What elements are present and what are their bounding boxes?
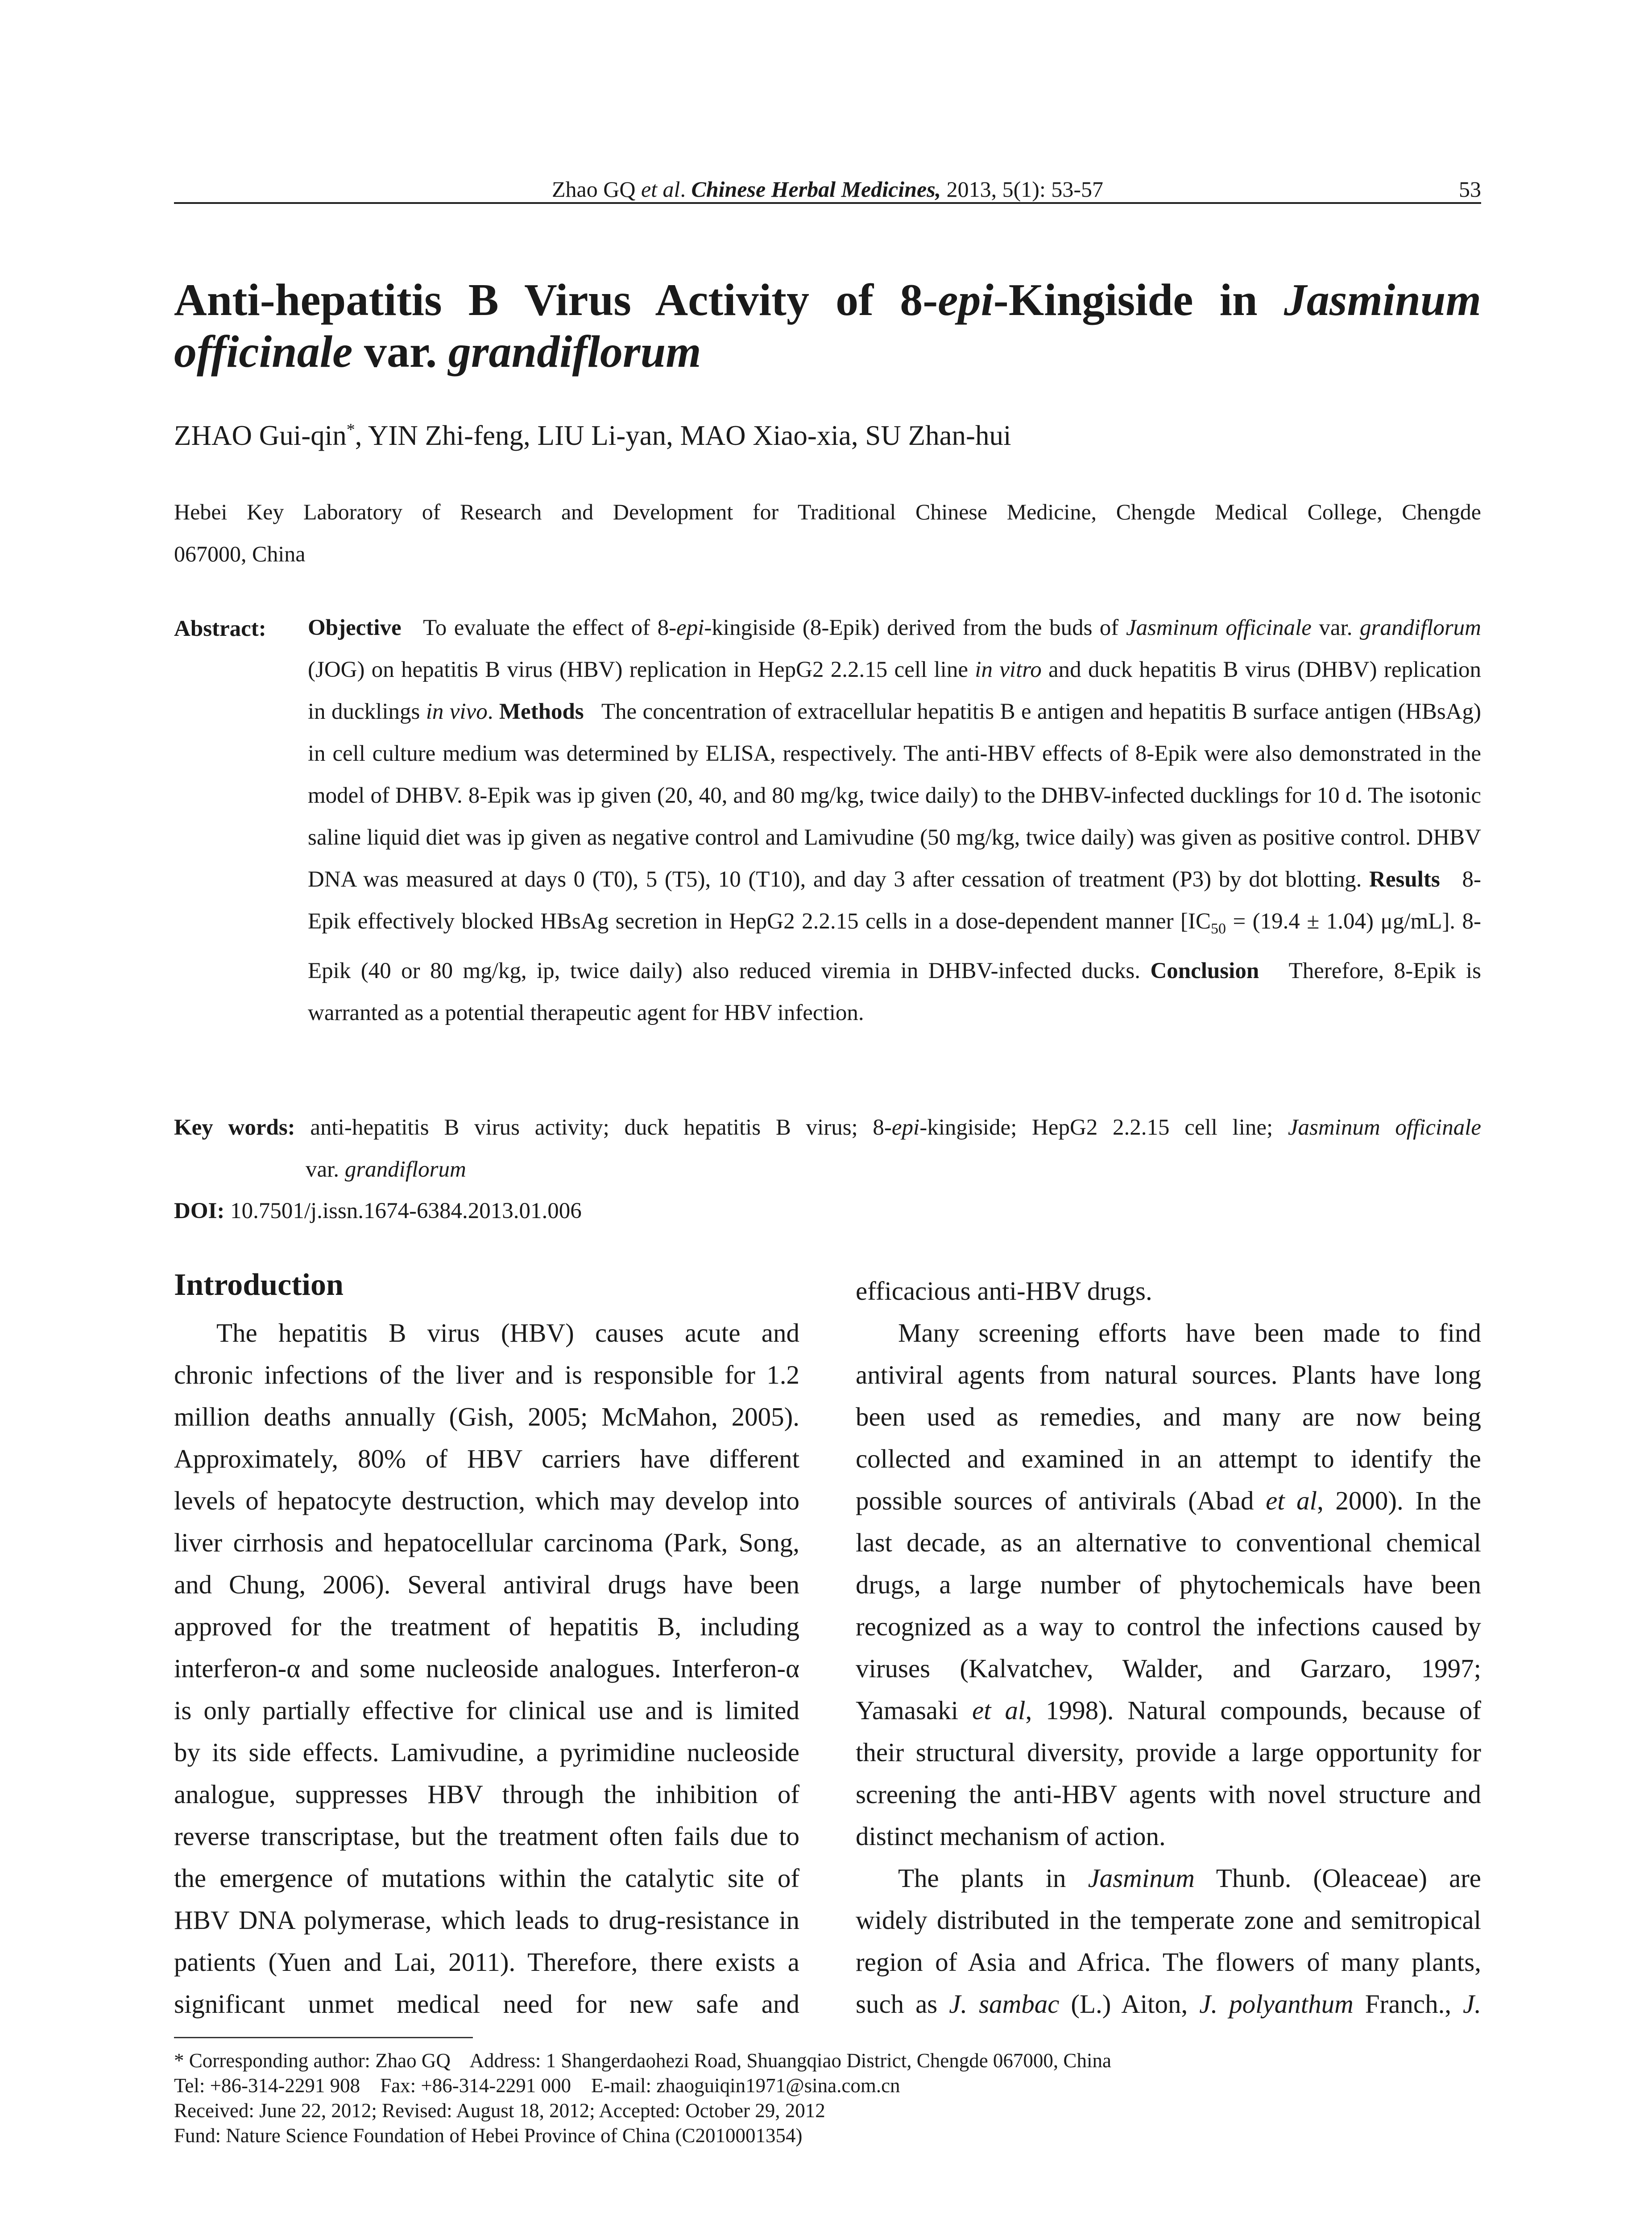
paragraph-line: analogue, suppresses HBV through the inhibition of bbox=[174, 1779, 799, 1809]
paragraph-line: is only partially effective for clinical use and is limited bbox=[174, 1696, 799, 1725]
abstract-body: Objective To evaluate the effect of 8-epi-kingiside (8-Epik) derived from the buds of Jasminum officinale var. grandiflorum (JOG) on hepatitis B virus (HBV) replication in HepG2 2.2.15 cell line in vitro and duck hepatitis B virus (DHBV) replication in ducklings in vivo. Methods The concentration of extracellular hepatitis B e antigen and hepatitis B surface antigen (HBsAg) in cell culture medium was determined by ELISA, respectively. The anti-HBV effects of 8-Epik were also demonstrated in the model of DHBV. 8-Epik was ip given (20, 40, and 80 mg/kg, twice daily) to the DHBV-infected ducklings for 10 d. The isotonic saline liquid diet was ip given as negative control and Lamivudine (50 mg/kg, twice daily) was given as positive control. DHBV DNA was measured at days 0 (T0), 5 (T5), 10 (T10), and day 3 after cessation of treatment (P3) by dot blotting. Results 8-Epik effectively blocked HBsAg secretion in HepG2 2.2.15 cells in a dose-dependent manner [$IC_{50} = (19.4 \pm 1.04)$ μg/mL]. 8-Epik (40 or 80 mg/kg, ip, twice daily) also reduced viremia in DHBV-infected ducks. Conclusion Therefore, 8-Epik is warranted as a potential therapeutic agent for HBV infection. bbox=[308, 615, 1487, 1026]
abstract-label: Abstract: bbox=[174, 616, 266, 641]
running-header bbox=[174, 171, 1481, 204]
keywords-label: Key words: bbox=[174, 1115, 295, 1140]
footnote-dates: Received: June 22, 2012; Revised: August 18, 2012; Accepted: October 29, 2012 bbox=[174, 2099, 825, 2122]
article-title: Anti-hepatitis B Virus Activity of 8-epi-Kingiside in Jasminum officinale var. grandiflorum bbox=[174, 275, 1481, 377]
section-heading: Introduction bbox=[174, 1268, 344, 1302]
paragraph-line: patients (Yuen and Lai, 2011). Therefore, there exists a bbox=[174, 1947, 799, 1977]
paragraph-line: significant unmet medical need for new safe and bbox=[174, 1989, 799, 2019]
affiliation: Hebei Key Laboratory of Research and Development for Traditional Chinese Medicine, Chengde Medical College, Chengde 067000, China bbox=[174, 499, 1481, 566]
paragraph-line: interferon-α and some nucleoside analogues. Interferon-α bbox=[174, 1654, 799, 1683]
footnote-rule bbox=[174, 2037, 473, 2038]
paragraph-line: The hepatitis B virus (HBV) causes acute and bbox=[216, 1318, 799, 1348]
paragraph-line: HBV DNA polymerase, which leads to drug-resistance in bbox=[174, 1905, 799, 1935]
paragraph-line: approved for the treatment of hepatitis B, including bbox=[174, 1612, 799, 1641]
paragraph-line: the emergence of mutations within the catalytic site of bbox=[174, 1863, 799, 1893]
paragraph-line: Approximately, 80% of HBV carriers have different bbox=[174, 1444, 799, 1473]
footnote-fund: Fund: Nature Science Foundation of Hebei Province of China (C2010001354) bbox=[174, 2124, 803, 2147]
paragraph-line: by its side effects. Lamivudine, a pyrimidine nucleoside bbox=[174, 1738, 799, 1767]
page-number: 53 bbox=[1459, 177, 1481, 202]
doi-line: DOI: 10.7501/j.issn.1674-6384.2013.01.006 bbox=[174, 1198, 582, 1223]
footnotes bbox=[174, 2048, 1481, 2148]
keywords: Key words: anti-hepatitis B virus activity; duck hepatitis B virus; 8-epi-kingiside; HepG2 2.2.15 cell line; Jasminum officinale var. grandiflorum bbox=[174, 1115, 1482, 1182]
paragraph-line: million deaths annually (Gish, 2005; McMahon, 2005). bbox=[174, 1402, 799, 1431]
paragraph-line: chronic infections of the liver and is responsible for 1.2 bbox=[174, 1360, 799, 1389]
footnote-contact: Tel: +86-314-2291 908 Fax: +86-314-2291 000 E-mail: zhaoguiqin1971@sina.com.cn bbox=[174, 2074, 900, 2097]
corresponding-mark: * bbox=[346, 420, 355, 439]
left-column bbox=[174, 1312, 799, 2025]
right-column: efficacious anti-HBV drugs. Many screening efforts have been made to find antiviral agents from natural sources. Plants have long been used as remedies, and many are now being collected and examined in an attempt to identify the possible sources of antivirals (Abad et al, 2000). In the last decade, as an alternative to conventional chemical drugs, a large number of phytochemicals have been recognized as a way to control the infections caused by viruses (Kalvatchev, Walder, and Garzaro, 1997; Yamasaki et al, 1998). Natural compounds, because of their structural diversity, provide a large opportunity for screening the anti-HBV agents with novel structure and distinct mechanism of action. The plants in Jasminum Thunb. (Oleaceae) are widely distributed in the temperate zone and semitropical region of Asia and Africa. The flowers of many plants, such as J. sambac (L.) Aiton, J. polyanthum Franch., J. bbox=[856, 1276, 1481, 2019]
paragraph-line: and Chung, 2006). Several antiviral drugs have been bbox=[174, 1570, 799, 1599]
citation-line: Zhao GQ et al. Chinese Herbal Medicines, 2013, 5(1): 53-57 bbox=[552, 177, 1103, 202]
paragraph-line: liver cirrhosis and hepatocellular carcinoma (Park, Song, bbox=[174, 1528, 799, 1557]
paragraph-line: reverse transcriptase, but the treatment often fails due to bbox=[174, 1821, 799, 1851]
footnote-corresponding-author: * Corresponding author: Zhao GQ Address: 1 Shangerdaohezi Road, Shuangqiao District, Chengde 067000, China bbox=[174, 2049, 1111, 2072]
paragraph-line: levels of hepatocyte destruction, which may develop into bbox=[174, 1486, 799, 1515]
author-list: ZHAO Gui-qin*, YIN Zhi-feng, LIU Li-yan, MAO Xiao-xia, SU Zhan-hui bbox=[174, 420, 1011, 451]
